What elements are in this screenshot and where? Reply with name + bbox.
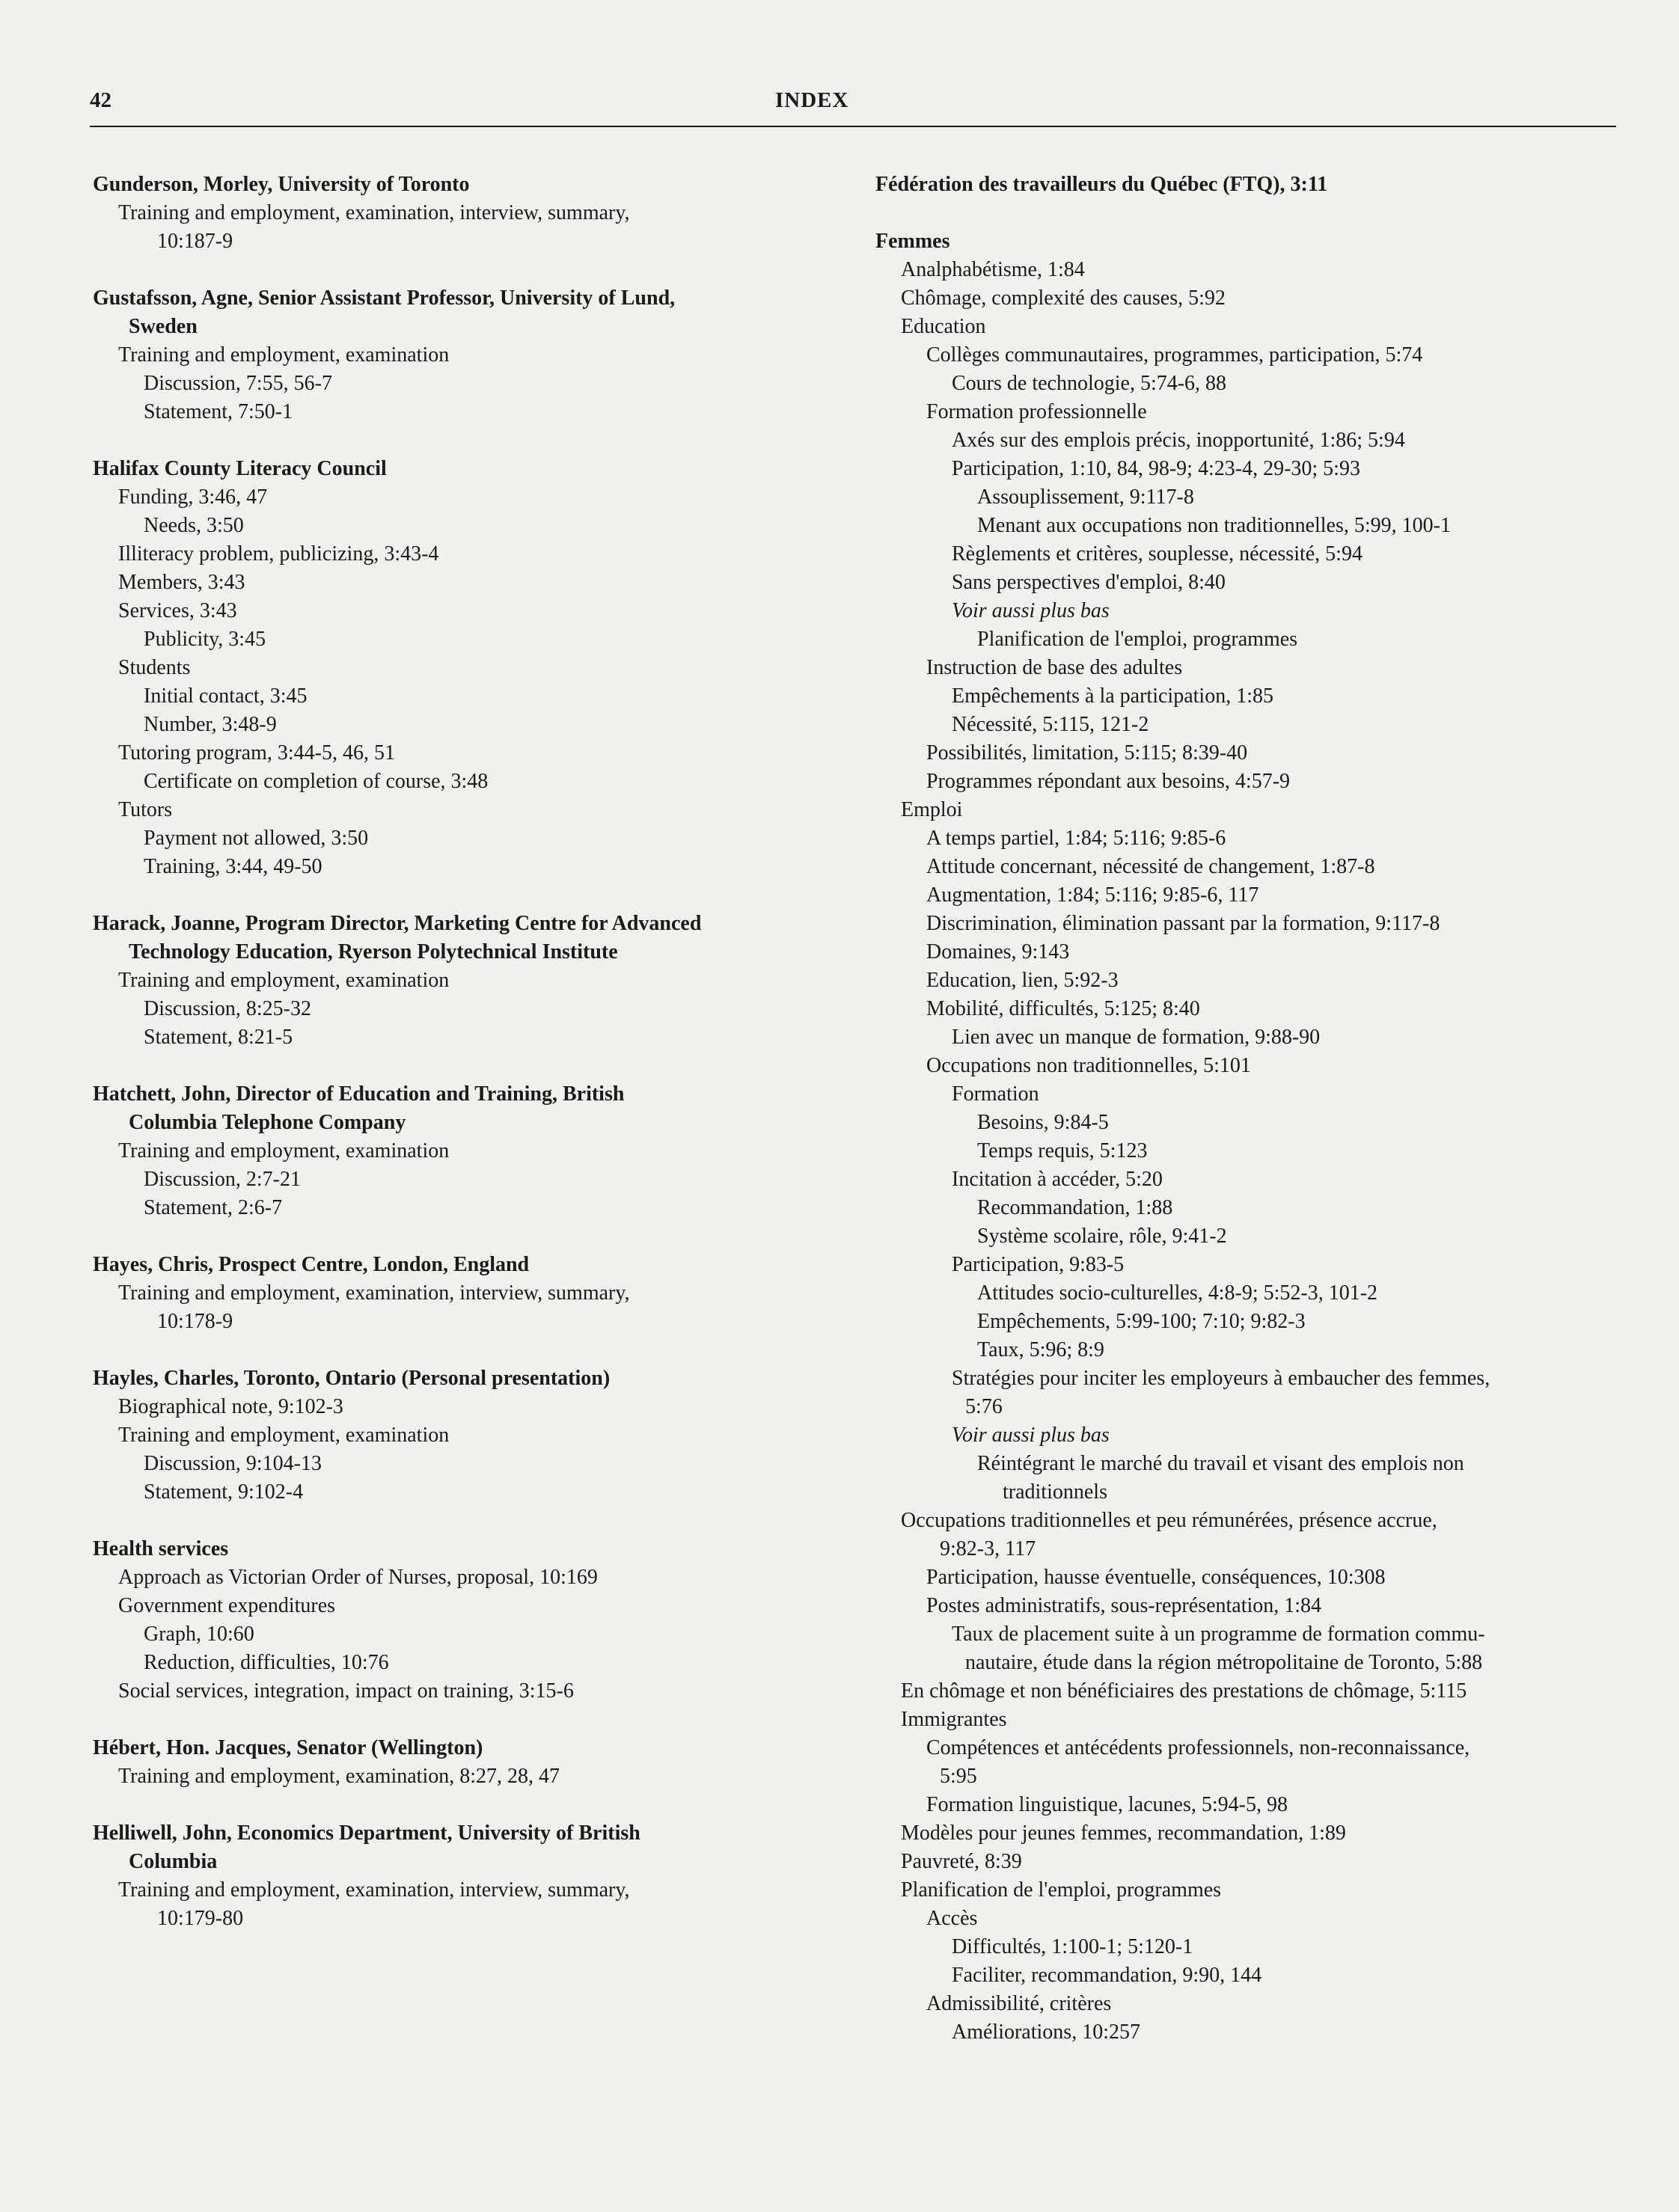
index-subentry: Statement, 2:6-7 bbox=[144, 1196, 283, 1219]
index-entry bbox=[93, 1734, 840, 1791]
index-subentry: Augmentation, 1:84; 5:116; 9:85-6, 117 bbox=[926, 883, 1259, 907]
index-subentry: Immigrantes bbox=[901, 1708, 1007, 1731]
index-entry bbox=[93, 1080, 840, 1222]
index-subentry: Training and employment, examination, interview, summary, bbox=[118, 1281, 630, 1305]
index-subentry: Columbia bbox=[129, 1850, 218, 1873]
index-entry bbox=[93, 455, 840, 881]
index-subentry: 10:178-9 bbox=[157, 1310, 233, 1333]
index-subentry: Services, 3:43 bbox=[118, 599, 237, 622]
index-subentry: Accès bbox=[926, 1907, 978, 1930]
index-subentry: Assouplissement, 9:117-8 bbox=[977, 485, 1194, 509]
index-subentry: Compétences et antécédents professionnels, non-reconnaissance, bbox=[926, 1736, 1470, 1759]
index-heading: Hébert, Hon. Jacques, Senator (Wellington) bbox=[93, 1736, 483, 1759]
index-entry bbox=[875, 227, 1622, 2047]
index-heading: Fédération des travailleurs du Québec (FTQ), 3:11 bbox=[875, 173, 1328, 196]
index-subentry: Statement, 7:50-1 bbox=[144, 400, 293, 423]
index-subentry: Discussion, 7:55, 56-7 bbox=[144, 372, 332, 395]
index-subentry: Training and employment, examination bbox=[118, 1139, 450, 1162]
index-entry bbox=[93, 1819, 840, 1933]
index-subentry: Participation, 1:10, 84, 98-9; 4:23-4, 29-30; 5:93 bbox=[952, 457, 1360, 480]
index-subentry: Occupations traditionnelles et peu rémunérées, présence accrue, bbox=[901, 1509, 1437, 1532]
index-subentry: Formation bbox=[952, 1082, 1039, 1106]
index-subentry: Réintégrant le marché du travail et visant des emplois non bbox=[977, 1452, 1464, 1475]
index-subentry: Publicity, 3:45 bbox=[144, 628, 266, 651]
index-subentry: Tutoring program, 3:44-5, 46, 51 bbox=[118, 741, 395, 765]
index-subentry: Cours de technologie, 5:74-6, 88 bbox=[952, 372, 1227, 395]
index-subentry: Chômage, complexité des causes, 5:92 bbox=[901, 287, 1226, 310]
index-subentry: Reduction, difficulties, 10:76 bbox=[144, 1651, 389, 1674]
index-entry bbox=[93, 1364, 840, 1507]
index-subentry: Training and employment, examination bbox=[118, 343, 450, 367]
index-subentry: Number, 3:48-9 bbox=[144, 713, 277, 736]
index-subentry: En chômage et non bénéficiaires des prestations de chômage, 5:115 bbox=[901, 1679, 1467, 1703]
index-heading: Hayes, Chris, Prospect Centre, London, England bbox=[93, 1253, 530, 1276]
index-subentry: Difficultés, 1:100-1; 5:120-1 bbox=[952, 1935, 1193, 1958]
index-subentry: Lien avec un manque de formation, 9:88-90 bbox=[952, 1026, 1321, 1049]
index-subentry: traditionnels bbox=[1003, 1480, 1107, 1504]
index-subentry: Menant aux occupations non traditionnelles, 5:99, 100-1 bbox=[977, 514, 1451, 537]
index-subentry: Training and employment, examination, interview, summary, bbox=[118, 1878, 630, 1902]
right-index-column bbox=[875, 171, 1622, 2075]
index-subentry: Graph, 10:60 bbox=[144, 1623, 254, 1646]
index-subentry: Nécessité, 5:115, 121-2 bbox=[952, 713, 1149, 736]
index-subentry: Training and employment, examination bbox=[118, 1424, 450, 1447]
index-subentry: 9:82-3, 117 bbox=[940, 1537, 1036, 1560]
index-entry bbox=[93, 171, 840, 256]
index-subentry: Sans perspectives d'emploi, 8:40 bbox=[952, 571, 1226, 594]
index-subentry: Incitation à accéder, 5:20 bbox=[952, 1168, 1163, 1191]
index-subentry: Postes administratifs, sous-représentation, 1:84 bbox=[926, 1594, 1322, 1617]
index-subentry: Axés sur des emplois précis, inopportunité, 1:86; 5:94 bbox=[952, 429, 1405, 452]
index-subentry: Formation professionnelle bbox=[926, 400, 1147, 423]
index-subentry: Recommandation, 1:88 bbox=[977, 1196, 1173, 1219]
index-subentry: Attitude concernant, nécessité de changement, 1:87-8 bbox=[926, 855, 1375, 878]
index-subentry: Emploi bbox=[901, 798, 963, 821]
index-subentry: Pauvreté, 8:39 bbox=[901, 1850, 1022, 1873]
index-subentry: Modèles pour jeunes femmes, recommandation, 1:89 bbox=[901, 1822, 1346, 1845]
index-heading: Gunderson, Morley, University of Toronto bbox=[93, 173, 470, 196]
index-entry bbox=[93, 1251, 840, 1336]
index-subentry: Faciliter, recommandation, 9:90, 144 bbox=[952, 1964, 1262, 1987]
index-subentry: Payment not allowed, 3:50 bbox=[144, 827, 369, 850]
index-subentry: Education bbox=[901, 315, 986, 338]
index-subentry: Education, lien, 5:92-3 bbox=[926, 969, 1119, 992]
running-title: INDEX bbox=[775, 88, 849, 112]
index-subentry: Social services, integration, impact on training, 3:15-6 bbox=[118, 1679, 574, 1703]
index-heading: Gustafsson, Agne, Senior Assistant Professor, University of Lund, bbox=[93, 287, 676, 310]
index-subentry: Training and employment, examination bbox=[118, 969, 450, 992]
page-header bbox=[90, 88, 1616, 133]
index-subentry: Programmes répondant aux besoins, 4:57-9 bbox=[926, 770, 1291, 793]
index-subentry: Discussion, 9:104-13 bbox=[144, 1452, 322, 1475]
index-subentry: Training, 3:44, 49-50 bbox=[144, 855, 322, 878]
index-subentry: Empêchements, 5:99-100; 7:10; 9:82-3 bbox=[977, 1310, 1306, 1333]
index-subentry: A temps partiel, 1:84; 5:116; 9:85-6 bbox=[926, 827, 1226, 850]
index-subentry: Taux de placement suite à un programme de formation commu- bbox=[952, 1623, 1485, 1646]
index-subentry: Statement, 8:21-5 bbox=[144, 1026, 293, 1049]
index-subentry: Empêchements à la participation, 1:85 bbox=[952, 684, 1273, 708]
index-subentry: Besoins, 9:84-5 bbox=[977, 1111, 1109, 1134]
index-subentry: Technology Education, Ryerson Polytechnical Institute bbox=[129, 940, 618, 963]
index-subentry: Discussion, 2:7-21 bbox=[144, 1168, 301, 1191]
index-subentry: Tutors bbox=[118, 798, 173, 821]
index-subentry: Planification de l'emploi, programmes bbox=[977, 628, 1298, 651]
page-number: 42 bbox=[90, 88, 111, 112]
index-subentry: Illiteracy problem, publicizing, 3:43-4 bbox=[118, 542, 439, 566]
index-heading: Health services bbox=[93, 1537, 229, 1560]
index-subentry: Mobilité, difficultés, 5:125; 8:40 bbox=[926, 997, 1200, 1020]
index-heading: Helliwell, John, Economics Department, University of British bbox=[93, 1822, 640, 1845]
index-subentry: Columbia Telephone Company bbox=[129, 1111, 406, 1134]
index-subentry: Améliorations, 10:257 bbox=[952, 2020, 1140, 2044]
index-subentry: Règlements et critères, souplesse, nécessité, 5:94 bbox=[952, 542, 1363, 566]
index-subentry: Système scolaire, rôle, 9:41-2 bbox=[977, 1225, 1227, 1248]
left-index-column bbox=[93, 171, 840, 1961]
index-subentry: Government expenditures bbox=[118, 1594, 336, 1617]
index-subentry: Initial contact, 3:45 bbox=[144, 684, 308, 708]
index-subentry: Biographical note, 9:102-3 bbox=[118, 1395, 343, 1418]
index-subentry: Admissibilité, critères bbox=[926, 1992, 1112, 2015]
index-subentry: Needs, 3:50 bbox=[144, 514, 244, 537]
index-subentry: Sweden bbox=[129, 315, 198, 338]
index-subentry: Attitudes socio-culturelles, 4:8-9; 5:52-3, 101-2 bbox=[977, 1281, 1378, 1305]
index-subentry: Temps requis, 5:123 bbox=[977, 1139, 1148, 1162]
header-rule bbox=[90, 126, 1616, 127]
index-subentry: Training and employment, examination, 8:27, 28, 47 bbox=[118, 1765, 560, 1788]
index-subentry: Approach as Victorian Order of Nurses, proposal, 10:169 bbox=[118, 1566, 598, 1589]
index-subentry: Stratégies pour inciter les employeurs à embaucher des femmes, bbox=[952, 1367, 1490, 1390]
index-heading: Hayles, Charles, Toronto, Ontario (Personal presentation) bbox=[93, 1367, 611, 1390]
index-subentry: 10:179-80 bbox=[157, 1907, 244, 1930]
index-entry bbox=[93, 1535, 840, 1706]
index-subentry: Occupations non traditionnelles, 5:101 bbox=[926, 1054, 1251, 1077]
index-subentry: Members, 3:43 bbox=[118, 571, 245, 594]
index-subentry: Training and employment, examination, interview, summary, bbox=[118, 201, 630, 224]
index-subentry: Formation linguistique, lacunes, 5:94-5, 98 bbox=[926, 1793, 1288, 1816]
index-subentry: Participation, hausse éventuelle, conséquences, 10:308 bbox=[926, 1566, 1386, 1589]
index-subentry: Domaines, 9:143 bbox=[926, 940, 1070, 963]
index-entry bbox=[875, 171, 1622, 199]
index-entry bbox=[93, 284, 840, 426]
index-subentry: Voir aussi plus bas bbox=[952, 599, 1110, 622]
index-subentry: Possibilités, limitation, 5:115; 8:39-40 bbox=[926, 741, 1248, 765]
index-subentry: Discrimination, élimination passant par la formation, 9:117-8 bbox=[926, 912, 1440, 935]
index-subentry: Funding, 3:46, 47 bbox=[118, 485, 268, 509]
index-subentry: Statement, 9:102-4 bbox=[144, 1480, 304, 1504]
index-subentry: Voir aussi plus bas bbox=[952, 1424, 1110, 1447]
index-subentry: Discussion, 8:25-32 bbox=[144, 997, 311, 1020]
index-subentry: 5:95 bbox=[940, 1765, 977, 1788]
index-subentry: Analphabétisme, 1:84 bbox=[901, 258, 1085, 281]
index-entry bbox=[93, 910, 840, 1052]
index-subentry: Participation, 9:83-5 bbox=[952, 1253, 1125, 1276]
index-heading: Harack, Joanne, Program Director, Marketing Centre for Advanced bbox=[93, 912, 702, 935]
index-subentry: 5:76 bbox=[965, 1395, 1003, 1418]
index-heading: Hatchett, John, Director of Education and Training, British bbox=[93, 1082, 625, 1106]
index-heading: Femmes bbox=[875, 230, 950, 253]
index-subentry: Students bbox=[118, 656, 191, 679]
index-subentry: Taux, 5:96; 8:9 bbox=[977, 1338, 1104, 1361]
index-heading: Halifax County Literacy Council bbox=[93, 457, 387, 480]
index-subentry: Instruction de base des adultes bbox=[926, 656, 1183, 679]
index-subentry: nautaire, étude dans la région métropolitaine de Toronto, 5:88 bbox=[965, 1651, 1483, 1674]
index-subentry: 10:187-9 bbox=[157, 230, 233, 253]
index-subentry: Planification de l'emploi, programmes bbox=[901, 1878, 1222, 1902]
index-subentry: Certificate on completion of course, 3:48 bbox=[144, 770, 489, 793]
index-subentry: Collèges communautaires, programmes, participation, 5:74 bbox=[926, 343, 1423, 367]
